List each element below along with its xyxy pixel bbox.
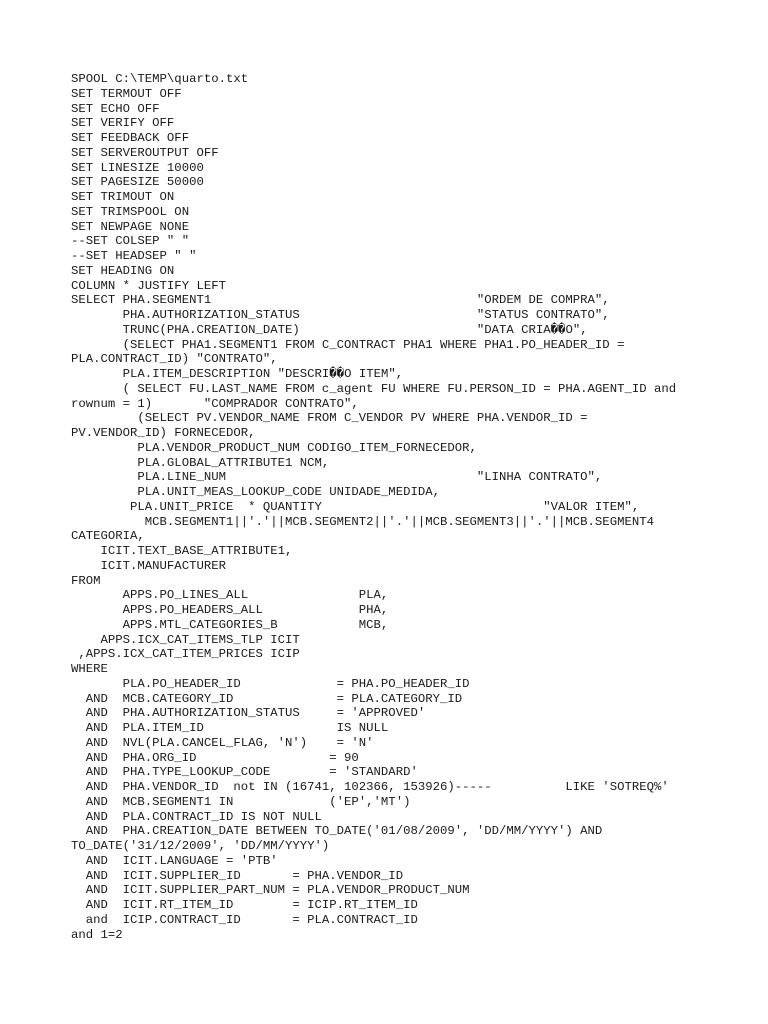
code-line: rownum = 1) "COMPRADOR CONTRATO", <box>71 396 359 411</box>
code-line: APPS.PO_LINES_ALL PLA, <box>71 588 389 603</box>
code-line: TO_DATE('31/12/2009', 'DD/MM/YYYY') <box>71 839 330 853</box>
code-line: PLA.UNIT_PRICE * QUANTITY "VALOR ITEM", <box>71 499 640 514</box>
code-line: APPS.MTL_CATEGORIES_B MCB, <box>71 617 389 632</box>
code-line: AND PLA.ITEM_ID IS NULL <box>71 721 389 735</box>
code-line: WHERE <box>71 662 108 676</box>
code-line: SPOOL C:\TEMP\quarto.txt <box>71 72 249 86</box>
code-line: PLA.LINE_NUM "LINHA CONTRATO", <box>71 470 603 485</box>
code-line: SET TRIMOUT ON <box>71 190 175 204</box>
code-line: SELECT PHA.SEGMENT1 "ORDEM DE COMPRA", <box>71 293 610 308</box>
code-line: PLA.ITEM_DESCRIPTION "DESCRI��O ITEM", <box>71 367 404 381</box>
code-line: TRUNC(PHA.CREATION_DATE) "DATA CRIA��O", <box>71 322 588 337</box>
code-line: PLA.GLOBAL_ATTRIBUTE1 NCM, <box>71 455 330 470</box>
code-line: AND MCB.SEGMENT1 IN ('EP','MT') <box>71 794 411 809</box>
code-line: MCB.SEGMENT1||'.'||MCB.SEGMENT2||'.'||MCB.SEGMENT3||'.'||MCB.SEGMENT4 <box>71 514 654 529</box>
code-line: APPS.ICX_CAT_ITEMS_TLP ICIT <box>71 632 300 647</box>
code-line: FROM <box>71 573 101 588</box>
code-line: COLUMN * JUSTIFY LEFT <box>71 278 226 293</box>
code-line: --SET COLSEP " " <box>71 234 190 249</box>
code-line: AND NVL(PLA.CANCEL_FLAG, 'N') = 'N' <box>71 735 374 750</box>
code-line: PV.VENDOR_ID) FORNECEDOR, <box>71 426 256 440</box>
code-line: AND PHA.AUTHORIZATION_STATUS = 'APPROVED' <box>71 706 426 721</box>
code-line: SET TRIMSPOOL ON <box>71 204 190 219</box>
sql-script-text <box>71 72 721 942</box>
code-line: ( SELECT FU.LAST_NAME FROM c_agent FU WHERE FU.PERSON_ID = PHA.AGENT_ID and <box>71 381 677 396</box>
code-line: AND PLA.CONTRACT_ID IS NOT NULL <box>71 809 322 824</box>
code-line: AND ICIT.RT_ITEM_ID = ICIP.RT_ITEM_ID <box>71 898 418 912</box>
code-line: PHA.AUTHORIZATION_STATUS "STATUS CONTRATO", <box>71 308 610 322</box>
code-line: AND MCB.CATEGORY_ID = PLA.CATEGORY_ID <box>71 691 463 706</box>
code-line: and ICIP.CONTRACT_ID = PLA.CONTRACT_ID <box>71 912 418 927</box>
code-line: PLA.CONTRACT_ID) "CONTRATO", <box>71 352 278 367</box>
code-line: AND ICIT.LANGUAGE = 'PTB' <box>71 853 278 868</box>
code-line: AND PHA.TYPE_LOOKUP_CODE = 'STANDARD' <box>71 765 418 780</box>
code-line: SET HEADING ON <box>71 263 175 278</box>
code-line: --SET HEADSEP " " <box>71 249 197 263</box>
code-line: PLA.UNIT_MEAS_LOOKUP_CODE UNIDADE_MEDIDA, <box>71 485 440 499</box>
code-line: AND PHA.CREATION_DATE BETWEEN TO_DATE('01/08/2009', 'DD/MM/YYYY') AND <box>71 824 603 839</box>
code-line: PLA.PO_HEADER_ID = PHA.PO_HEADER_ID <box>71 676 470 691</box>
code-line: ICIT.TEXT_BASE_ATTRIBUTE1, <box>71 544 293 558</box>
code-line: and 1=2 <box>71 927 123 942</box>
code-line: ,APPS.ICX_CAT_ITEM_PRICES ICIP <box>71 647 300 662</box>
code-line: SET VERIFY OFF <box>71 116 175 131</box>
code-line: CATEGORIA, <box>71 529 145 544</box>
code-line: SET TERMOUT OFF <box>71 86 182 101</box>
code-line: AND PHA.VENDOR_ID not IN (16741, 102366, 153926)----- LIKE 'SOTREQ%' <box>71 780 669 794</box>
code-line: SET SERVEROUTPUT OFF <box>71 145 219 160</box>
code-line: AND ICIT.SUPPLIER_PART_NUM = PLA.VENDOR_PRODUCT_NUM <box>71 883 470 898</box>
code-line: SET ECHO OFF <box>71 101 160 116</box>
code-line: APPS.PO_HEADERS_ALL PHA, <box>71 603 389 617</box>
code-line: SET NEWPAGE NONE <box>71 219 190 234</box>
code-line: (SELECT PV.VENDOR_NAME FROM C_VENDOR PV WHERE PHA.VENDOR_ID = <box>71 411 588 426</box>
code-line: PLA.VENDOR_PRODUCT_NUM CODIGO_ITEM_FORNECEDOR, <box>71 440 477 455</box>
code-line: (SELECT PHA1.SEGMENT1 FROM C_CONTRACT PHA1 WHERE PHA1.PO_HEADER_ID = <box>71 337 625 352</box>
code-line: SET LINESIZE 10000 <box>71 160 204 175</box>
code-line: AND PHA.ORG_ID = 90 <box>71 750 359 765</box>
code-line: AND ICIT.SUPPLIER_ID = PHA.VENDOR_ID <box>71 868 404 883</box>
code-line: ICIT.MANUFACTURER <box>71 558 226 573</box>
code-line: SET FEEDBACK OFF <box>71 131 190 145</box>
code-line: SET PAGESIZE 50000 <box>71 175 204 190</box>
